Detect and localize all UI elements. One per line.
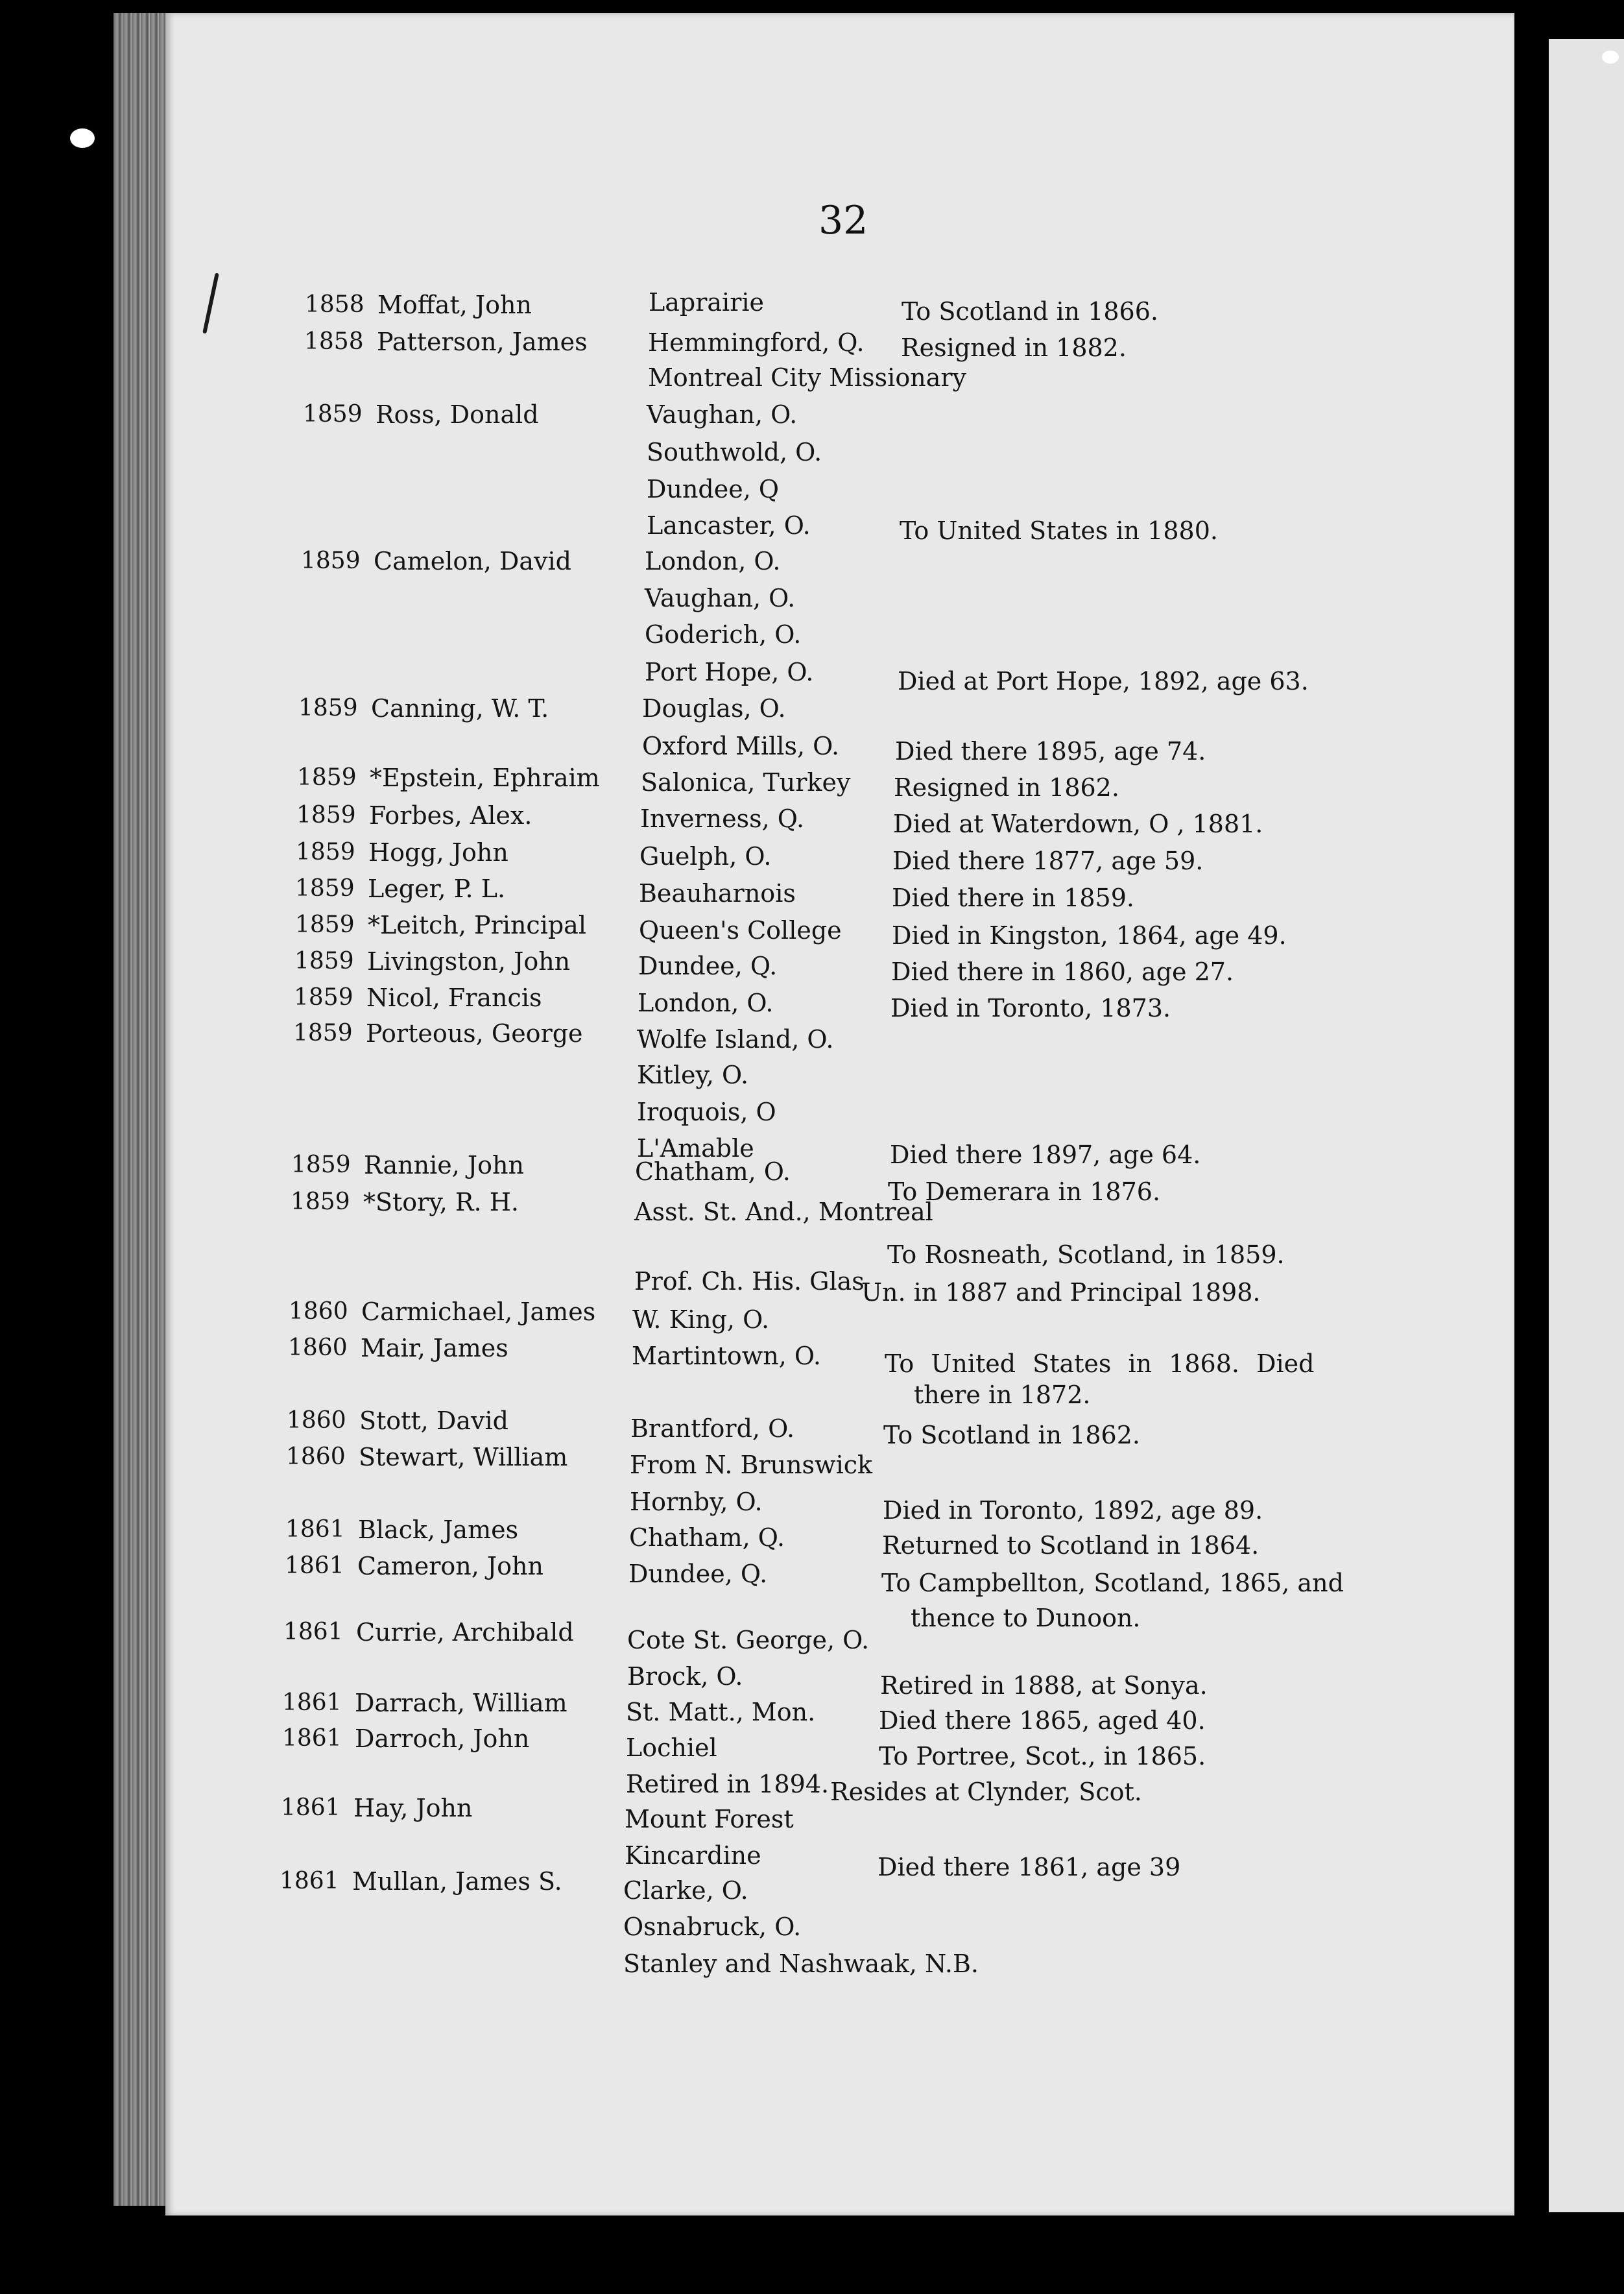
entry-name: Carmichael, James [361,1298,596,1326]
entry-note: Un. in 1887 and Principal 1898. [861,1278,1261,1307]
entry-year: 1859 [297,764,357,791]
entry-note: there in 1872. [914,1381,1091,1409]
entry-year: 1859 [293,1020,353,1046]
entry-place: Douglas, O. [642,694,786,723]
entry-place: Montreal City Missionary [648,363,966,392]
entry-year: 1861 [285,1552,344,1579]
entry-note: Returned to Scotland in 1864. [882,1531,1260,1560]
entry-name: Cameron, John [357,1552,543,1580]
entry-place: Chatham, Q. [629,1523,785,1552]
entry-place: Guelph, O. [639,842,772,871]
entry-year: 1861 [281,1794,340,1821]
entry-place: Wolfe Island, O. [637,1025,834,1054]
entry-place: Brantford, O. [630,1414,795,1443]
entry-note: To Scotland in 1862. [883,1421,1140,1449]
entry-year: 1858 [304,328,364,355]
entry-name: Forbes, Alex. [369,801,532,830]
entry-name: Darrach, William [355,1689,567,1717]
entry-year: 1859 [301,548,361,574]
entry-note: Died there in 1859. [892,884,1134,912]
entry-note: Resigned in 1882. [901,333,1127,362]
entry-place: Hemmingford, Q. [648,328,865,357]
entry-place: Dundee, Q. [628,1560,768,1588]
entry-name: *Story, R. H. [363,1188,519,1216]
entry-place: Dundee, Q. [638,952,778,980]
entry-year: 1859 [294,984,353,1011]
entry-note: Died there 1865, aged 40. [879,1706,1206,1735]
entry-year: 1859 [295,875,355,902]
entry-place: Laprairie [649,288,764,317]
entry-year: 1860 [288,1334,348,1361]
entry-place: Asst. St. And., Montreal [634,1198,933,1226]
entry-year: 1859 [295,912,355,938]
entry-name: Mullan, James S. [352,1867,562,1896]
entry-year: 1859 [298,695,358,721]
entry-name: Leger, P. L. [368,875,506,903]
entry-name: Hogg, John [368,838,508,867]
entry-note: Died there 1877, age 59. [892,847,1204,875]
entry-name: Black, James [358,1515,519,1544]
entry-year: 1860 [289,1298,348,1325]
entry-year: 1861 [282,1725,342,1752]
entry-place: London, O. [645,547,781,575]
entry-place: Osnabruck, O. [623,1913,802,1941]
entry-note: To Demerara in 1876. [888,1177,1161,1206]
entry-place: Lochiel [626,1733,717,1762]
entry-note: To Campbellton, Scotland, 1865, and [881,1569,1344,1597]
entry-year: 1861 [283,1619,343,1645]
entry-note: To Rosneath, Scotland, in 1859. [887,1240,1285,1269]
entry-place: Southwold, O. [647,438,822,466]
entry-place: Stanley and Nashwaak, N.B. [623,1950,979,1978]
entry-note: Died in Kingston, 1864, age 49. [892,921,1287,950]
entry-note: Died there 1895, age 74. [895,737,1206,766]
entry-note: Died there in 1860, age 27. [891,958,1234,986]
entry-year: 1859 [291,1152,351,1178]
entry-place: Dundee, Q [647,475,780,503]
entry-name: Camelon, David [374,547,571,575]
entry-note: Died there 1861, age 39 [878,1853,1181,1881]
entry-note: Died at Port Hope, 1892, age 63. [898,667,1309,695]
entry-place: Kincardine [625,1841,761,1870]
entry-year: 1859 [296,802,356,828]
entry-place: From N. Brunswick [630,1451,873,1479]
entry-year: 1858 [305,291,364,318]
entry-name: Mair, James [361,1334,508,1362]
entry-name: Patterson, James [377,328,588,356]
entry-note: Resides at Clynder, Scot. [830,1778,1142,1806]
entry-name: Rannie, John [364,1151,524,1179]
entry-place: Lancaster, O. [647,511,811,540]
entry-place: Clarke, O. [623,1876,748,1905]
entry-note: Died there 1897, age 64. [890,1141,1201,1169]
page-number: 32 [818,198,868,243]
entry-name: Currie, Archibald [356,1618,574,1647]
entry-year: 1859 [303,401,363,428]
entry-place: Vaughan, O. [647,400,798,429]
entry-year: 1860 [287,1407,346,1434]
entry-note: Died in Toronto, 1873. [890,994,1171,1022]
entry-year: 1861 [282,1689,342,1716]
entry-place: Martintown, O. [632,1342,821,1370]
entry-place: Kitley, O. [637,1061,749,1089]
entry-place: W. King, O. [632,1305,770,1334]
entry-name: Hay, John [353,1794,473,1822]
entry-place: Chatham, O. [635,1157,791,1186]
entry-year: 1859 [291,1189,350,1215]
entry-name: Stott, David [359,1407,508,1435]
entry-place: Oxford Mills, O. [642,732,840,760]
entry-name: Darroch, John [355,1724,530,1753]
entry-name: Ross, Donald [376,400,539,429]
entry-place: Salonica, Turkey [641,768,851,797]
entry-place: Beauharnois [639,879,796,908]
entry-place: L'Amable [637,1134,754,1163]
entry-year: 1861 [280,1868,339,1894]
entry-year: 1859 [296,839,355,865]
entry-place: Prof. Ch. His. Glas [634,1267,865,1296]
entry-place: Hornby, O. [630,1488,763,1516]
entry-name: Canning, W. T. [371,694,549,723]
entry-name: Stewart, William [359,1443,568,1471]
entry-place: Iroquois, O [637,1098,776,1126]
entry-name: *Epstein, Ephraim [370,764,600,792]
entry-name: *Leitch, Principal [368,911,586,939]
entry-note: To United States in 1868. Died [885,1349,1315,1378]
entry-note: thence to Dunoon. [911,1604,1141,1632]
entry-note: Died in Toronto, 1892, age 89. [883,1496,1263,1525]
entry-year: 1860 [286,1443,346,1470]
entry-place: Inverness, Q. [640,804,805,833]
entry-note: To Scotland in 1866. [902,297,1158,326]
entry-place: St. Matt., Mon. [626,1698,816,1726]
entry-name: Nicol, Francis [366,984,542,1012]
entry-note: To United States in 1880. [900,516,1218,545]
entry-name: Livingston, John [367,947,571,976]
entry-name: Porteous, George [366,1019,583,1048]
entry-year: 1859 [294,948,354,974]
entry-place: Retired in 1894. [626,1770,830,1798]
entry-note: Died at Waterdown, O , 1881. [893,810,1263,838]
entry-name: Moffat, John [377,291,532,319]
entry-place: London, O. [638,989,774,1017]
entry-year: 1861 [285,1516,345,1543]
entry-place: Brock, O. [627,1662,743,1691]
entry-note: Retired in 1888, at Sonya. [880,1671,1208,1700]
entry-place: Cote St. George, O. [627,1626,870,1654]
entry-place: Goderich, O. [645,620,802,649]
entry-place: Port Hope, O. [645,658,814,686]
entry-note: Resigned in 1862. [894,773,1119,802]
entry-note: To Portree, Scot., in 1865. [879,1742,1206,1770]
entry-place: Queen's College [639,916,842,945]
entry-place: Vaughan, O. [645,584,796,612]
entry-place: Mount Forest [625,1805,794,1833]
